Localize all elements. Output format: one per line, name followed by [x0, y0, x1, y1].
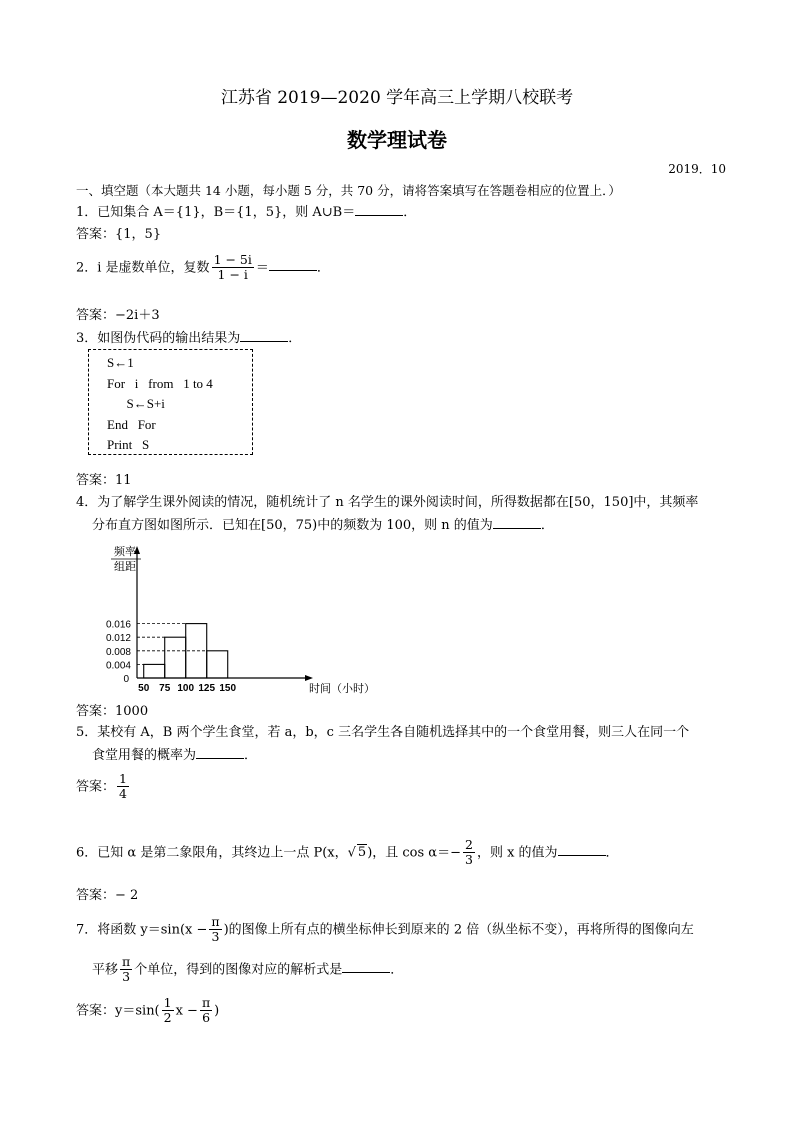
sqrt-symbol: √	[347, 845, 356, 861]
x-tick-label: 100	[177, 683, 195, 694]
question-2-end: ．	[316, 260, 330, 276]
question-4-line2-text: 分布直方图如图所示．已知在[50，75)中的频数为 100，则 n 的值为	[92, 518, 493, 533]
answer-2: 答案：−2i＋3	[76, 308, 160, 323]
question-7-line2-prefix: 平移	[92, 962, 119, 978]
fraction	[212, 253, 254, 283]
x-tick-label: 125	[198, 683, 216, 694]
question-4-end: ．	[540, 518, 554, 533]
answer-7-post: )	[214, 1003, 220, 1019]
question-7-line2	[92, 955, 403, 985]
question-4-line2	[92, 517, 554, 534]
origin-label: 0	[123, 674, 129, 685]
question-7-line2-post: 个单位，得到的图像对应的解析式是	[134, 962, 343, 978]
answer-label: 答案：	[76, 779, 116, 795]
exam-header-title: 江苏省 2019—2020 学年高三上学期八校联考	[220, 88, 574, 108]
question-3-end: ．	[288, 331, 302, 346]
y-tick-label: 0.004	[105, 660, 131, 672]
answer-1: 答案：{1，5}	[76, 227, 162, 242]
y-label-denominator: 组距	[114, 561, 136, 573]
answer-4: 答案：1000	[76, 704, 149, 719]
answer-blank	[342, 961, 390, 973]
y-tick-label: 0.012	[105, 633, 131, 645]
fraction-denominator: 3	[464, 852, 473, 868]
answer-7-prefix: y＝sin(	[115, 1003, 160, 1019]
fraction	[463, 838, 475, 868]
y-tick-label: 0.008	[105, 646, 131, 658]
question-7-prefix: 7．将函数 y＝sin(x −	[76, 922, 208, 938]
question-3-text: 3．如图伪代码的输出结果为	[76, 331, 241, 346]
answer-3: 答案：11	[76, 473, 132, 488]
answer-blank	[240, 330, 288, 342]
fraction-denominator: 4	[119, 786, 127, 802]
answer-blank	[355, 204, 403, 216]
question-2-prefix: 2．i 是虚数单位，复数	[76, 260, 210, 276]
y-tick-label: 0.016	[105, 619, 131, 631]
question-7-line1	[76, 915, 694, 945]
histogram-bar	[165, 637, 186, 678]
code-line: For i from 1 to 4	[107, 376, 213, 391]
fraction-denominator: 1 − i	[217, 267, 248, 283]
frequency-histogram	[95, 538, 375, 698]
code-line: S←1	[107, 355, 134, 370]
question-5-line2-text: 食堂用餐的概率为	[92, 748, 197, 763]
question-3	[76, 330, 301, 347]
fraction-denominator: 2	[163, 1010, 172, 1026]
fraction-numerator: 1	[163, 995, 172, 1010]
question-2	[76, 253, 330, 283]
question-6-mid: )，且 cos α＝−	[367, 845, 461, 861]
x-axis-label: 时间（小时）	[309, 683, 375, 695]
pseudo-code-box	[88, 349, 253, 455]
exam-date: 2019．10	[668, 162, 726, 176]
code-line: End For	[107, 417, 156, 432]
question-4-line1: 4．为了解学生课外阅读的情况，随机统计了 n 名学生的课外阅读时间，所得数据都在[50，150]中，其频率	[76, 495, 699, 510]
answer-blank	[558, 844, 606, 856]
question-5-end: ．	[244, 748, 258, 763]
answer-label: 答案：	[76, 1003, 116, 1019]
fraction	[120, 955, 132, 985]
answer-blank	[493, 517, 541, 529]
question-6-prefix: 6．已知 α 是第二象限角，其终边上一点 P(x，	[76, 845, 348, 861]
answer-blank	[269, 259, 317, 271]
code-line: Print S	[107, 437, 150, 452]
answer-blank	[196, 747, 244, 759]
question-5-line1: 5．某校有 A，B 两个学生食堂，若 a，b，c 三名学生各自随机选择其中的一个食堂用餐，则三人在同一个	[76, 725, 690, 740]
fraction-numerator: 1 − 5i	[213, 252, 252, 267]
question-1-end: ．	[403, 205, 417, 220]
fraction-numerator: π	[211, 914, 220, 929]
fraction	[117, 772, 129, 802]
fraction-denominator: 3	[122, 969, 131, 985]
fraction	[162, 996, 174, 1026]
fraction	[209, 915, 221, 945]
question-5-line2	[92, 747, 257, 764]
code-line: S←S+i	[107, 396, 165, 411]
y-label-numerator: 频率	[114, 546, 136, 558]
question-7-post: )的图像上所有点的横坐标伸长到原来的 2 倍（纵坐标不变），再将所得的图像向左	[223, 922, 694, 938]
x-tick-label: 75	[159, 683, 171, 694]
x-tick-label: 150	[219, 683, 237, 694]
equals-sign: ＝	[255, 260, 269, 276]
question-6	[76, 838, 619, 868]
fraction-numerator: 1	[119, 771, 127, 786]
answer-7	[76, 996, 219, 1026]
fraction	[200, 996, 212, 1026]
fraction-denominator: 3	[211, 929, 220, 945]
answer-5	[76, 772, 131, 802]
histogram-bar	[207, 651, 228, 678]
question-6-end: ．	[605, 845, 619, 861]
fraction-numerator: π	[122, 954, 131, 969]
sqrt-radicand: 5	[357, 845, 367, 861]
answer-7-mid: x −	[175, 1003, 198, 1019]
question-1-text: 1．已知集合 A＝{1}，B＝{1，5}，则 A∪B＝	[76, 205, 356, 220]
x-tick-label: 50	[138, 683, 150, 694]
answer-6: 答案：− 2	[76, 888, 139, 903]
x-axis-arrow	[305, 675, 313, 681]
section-heading: 一、填空题（本大题共 14 小题，每小题 5 分，共 70 分，请将答案填写在答题卷相应的位置上．）	[76, 183, 621, 198]
fraction-numerator: π	[201, 995, 211, 1010]
fraction-numerator: 2	[464, 837, 473, 852]
question-7-end: ．	[390, 962, 404, 978]
question-6-post: ，则 x 的值为	[476, 845, 558, 861]
histogram-bar	[144, 664, 165, 678]
question-1	[76, 204, 416, 221]
fraction-denominator: 6	[202, 1010, 211, 1026]
exam-subject-title: 数学理试卷	[347, 128, 447, 152]
